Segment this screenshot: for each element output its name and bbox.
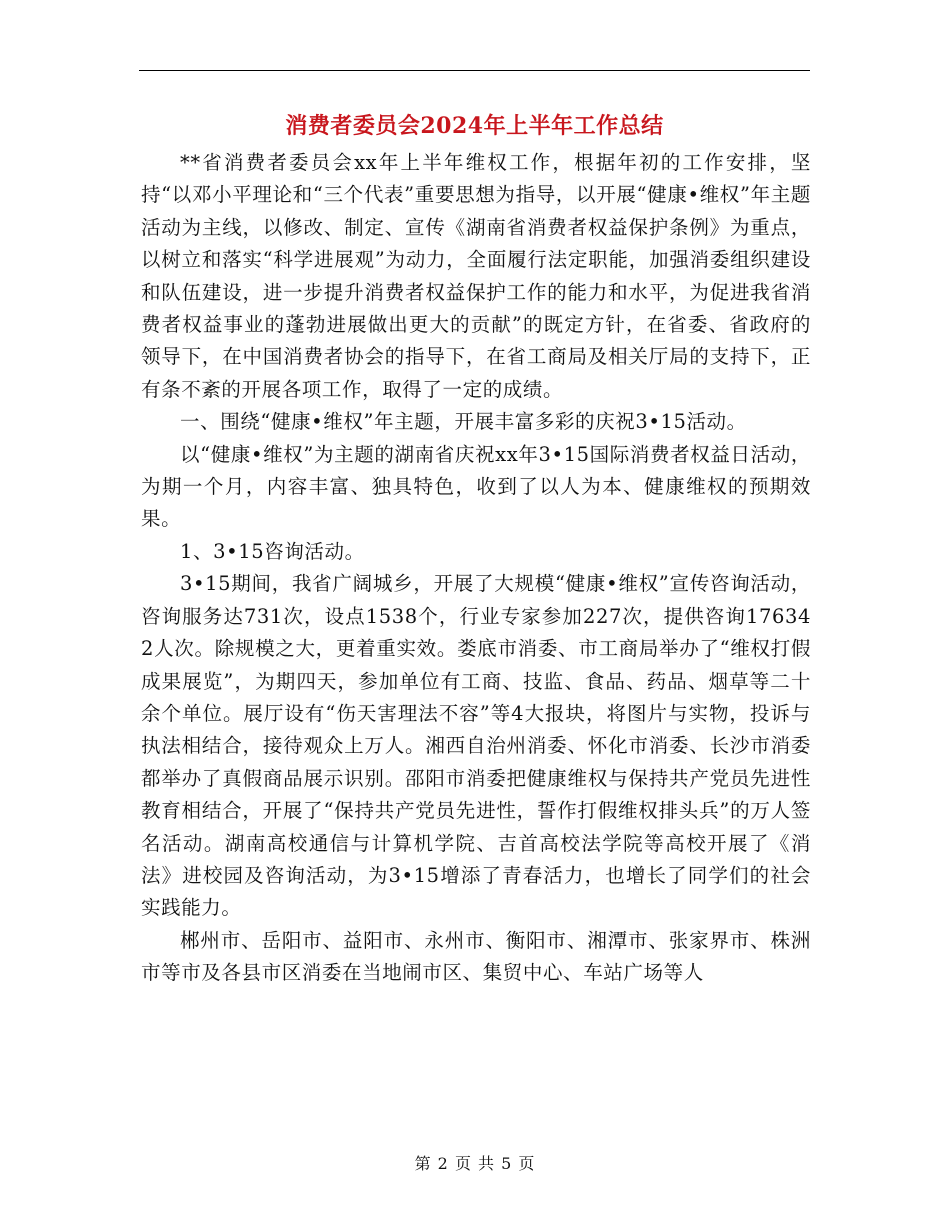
- paragraph-intro: **省消费者委员会xx年上半年维权工作，根据年初的工作安排，坚持“以邓小平理论和“三个代表”重要思想为指导，以开展“健康•维权”年主题活动为主线，以修改、制定、宣传《湖南省消费者权益保护条例》为重点，以树立和落实“科学进展观”为动力，全面履行法定职能，加强消委组织建设和队伍建设，进一步提升消费者权益保护工作的能力和水平，为促进我省消费者权益事业的蓬勃进展做出更大的贡献”的既定方针，在省委、省政府的领导下，在中国消费者协会的指导下，在省工商局及相关厅局的支持下，正有条不紊的开展各项工作，取得了一定的成绩。: [141, 151, 811, 401]
- subsection-heading-1: 1、3•15咨询活动。: [180, 539, 365, 563]
- paragraph-315-overview: 以“健康•维权”为主题的湖南省庆祝xx年3•15国际消费者权益日活动，为期一个月，内容丰富、独具特色，收到了以人为本、健康维权的预期效果。: [141, 442, 811, 531]
- paragraph-consulting: 3•15期间，我省广阔城乡，开展了大规模“健康•维权”宣传咨询活动，咨询服务达731次，设点1538个，行业专家参加227次，提供咨询176342人次。除规模之大，更着重实效。娄底市消委、市工商局举办了“维权打假成果展览”，为期四天，参加单位有工商、技监、食品、药品、烟草等二十余个单位。展厅设有“伤天害理法不容”等4大报块，将图片与实物，投诉与执法相结合，接待观众上万人。湘西自治州消委、怀化市消委、长沙市消委都举办了真假商品展示识别。邵阳市消委把健康维权与保持共产党员先进性教育相结合，开展了“保持共产党员先进性，誓作打假维权排头兵”的万人签名活动。湖南高校通信与计算机学院、吉首高校法学院等高校开展了《消法》进校园及咨询活动，为3•15增添了青春活力，也增长了同学们的社会实践能力。: [141, 572, 811, 920]
- document-title: 消费者委员会2024年上半年工作总结: [285, 113, 664, 139]
- paragraph-cities: 郴州市、岳阳市、益阳市、永州市、衡阳市、湘潭市、张家界市、株洲市等市及各县市区消委在当地闹市区、集贸中心、车站广场等人: [141, 928, 811, 985]
- header-rule: [139, 70, 810, 71]
- document-body: [141, 147, 811, 990]
- page-number: 第 2 页 共 5 页: [414, 1154, 536, 1173]
- section-heading-1: 一、围绕“健康•维权”年主题，开展丰富多彩的庆祝3•15活动。: [180, 410, 747, 434]
